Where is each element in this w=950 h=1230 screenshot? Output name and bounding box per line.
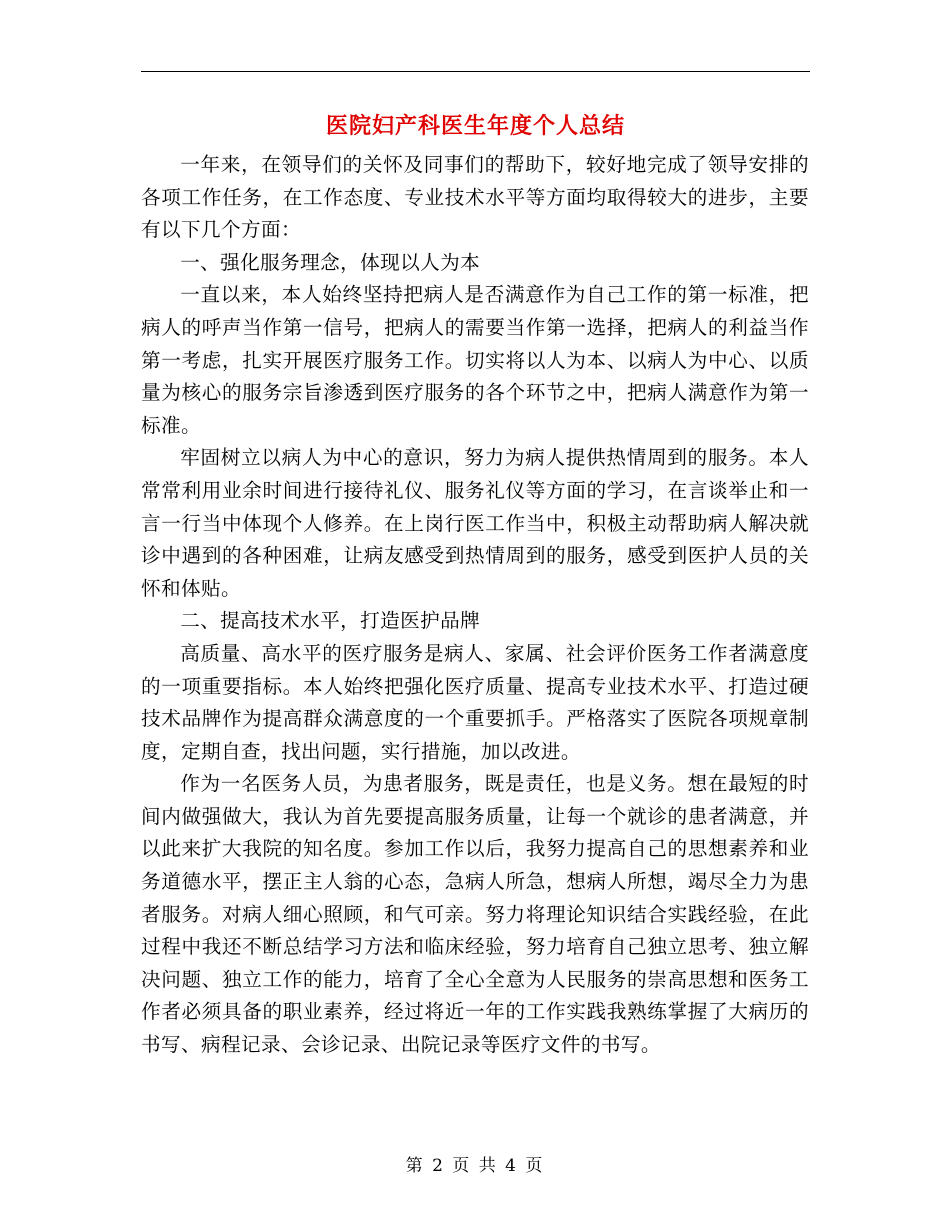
paragraph: 高质量、高水平的医疗服务是病人、家属、社会评价医务工作者满意度的一项重要指标。本人始终把强化医疗质量、提高专业技术水平、打造过硬技术品牌作为提高群众满意度的一个重要抓手。严格落实了医院各项规章制度，定期自查，找出问题，实行措施，加以改进。 <box>141 641 809 763</box>
paragraph: 作为一名医务人员，为患者服务，既是责任，也是义务。想在最短的时间内做强做大，我认为首先要提高服务质量，让每一个就诊的患者满意，并以此来扩大我院的知名度。参加工作以后，我努力提高自己的思想素养和业务道德水平，摆正主人翁的心态，急病人所急，想病人所想，竭尽全力为患者服务。对病人细心照顾，和气可亲。努力将理论知识结合实践经验，在此过程中我还不断总结学习方法和临床经验，努力培育自己独立思考、独立解决问题、独立工作的能力，培育了全心全意为人民服务的崇高思想和医务工作者必须具备的职业素养，经过将近一年的工作实践我熟练掌握了大病历的书写、病程记录、会诊记录、出院记录等医疗文件的书写。 <box>141 772 809 1057</box>
section-heading-1: 一、强化服务理念，体现以人为本 <box>180 250 481 274</box>
document-title: 医院妇产科医生年度个人总结 <box>325 113 625 139</box>
header-rule <box>141 71 810 72</box>
paragraph-intro: 一年来，在领导们的关怀及同事们的帮助下，较好地完成了领导安排的各项工作任务，在工作态度、专业技术水平等方面均取得较大的进步，主要有以下几个方面： <box>141 153 809 242</box>
page-number-footer: 第 2 页 共 4 页 <box>405 1156 545 1176</box>
section-heading-2: 二、提高技术水平，打造医护品牌 <box>180 609 481 633</box>
document-body <box>141 149 809 1062</box>
paragraph: 牢固树立以病人为中心的意识，努力为病人提供热情周到的服务。本人常常利用业余时间进行接待礼仪、服务礼仪等方面的学习，在言谈举止和一言一行当中体现个人修养。在上岗行医工作当中，积极主动帮助病人解决就诊中遇到的各种困难，让病友感受到热情周到的服务，感受到医护人员的关怀和体贴。 <box>141 446 809 600</box>
paragraph: 一直以来，本人始终坚持把病人是否满意作为自己工作的第一标准，把病人的呼声当作第一信号，把病人的需要当作第一选择，把病人的利益当作第一考虑，扎实开展医疗服务工作。切实将以人为本、以病人为中心、以质量为核心的服务宗旨渗透到医疗服务的各个环节之中，把病人满意作为第一标准。 <box>141 283 809 437</box>
